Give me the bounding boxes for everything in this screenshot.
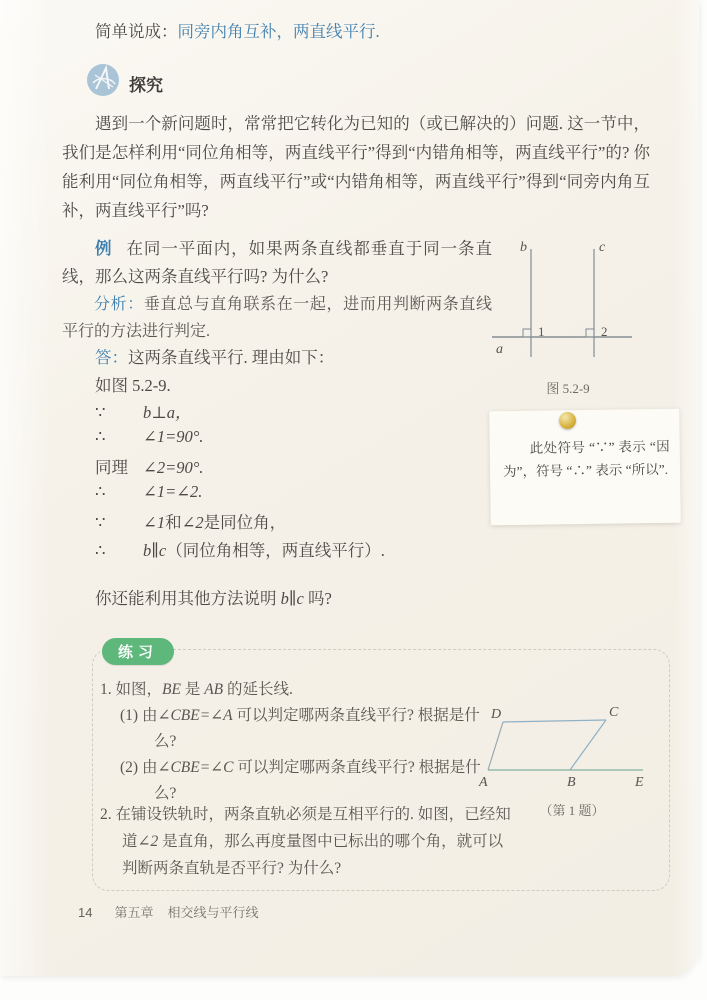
explore-paragraph: 遇到一个新问题时，常常把它转化为已知的（或已解决的）问题. 这一节中，我们是怎样利用“同位角相等，两直线平行”得到“内错角相等，两直线平行”的? 你能利用“同位角相等，两直线平行”或“内错角相等，两直线平行”得到“同旁内角互补，两直线平行”吗? — [62, 114, 650, 220]
p2-text: 是直角，那么再度量图中已标出的哪个角，就可以判断两条直轨是否平行? 为什么? — [122, 833, 504, 877]
intro-highlight: 同旁内角互补，两直线平行. — [177, 22, 380, 41]
proof-math: ∠1 — [143, 513, 166, 532]
example-question: 在同一平面内，如果两条直线都垂直于同一条直线，那么这两条直线平行吗? 为什么? — [62, 239, 493, 286]
line-b-label: b — [520, 240, 527, 255]
line-a-label: a — [496, 342, 503, 357]
proof-text: 是同位角， — [203, 513, 287, 532]
therefore-symbol: ∴ — [95, 426, 106, 446]
point-E-label: E — [635, 775, 644, 790]
point-B-label: B — [567, 775, 576, 790]
likewise-label: 同理 — [95, 458, 128, 477]
p1-text: 的延长线. — [223, 681, 293, 698]
practice-badge: 练习 — [102, 638, 174, 665]
chapter-title: 相交线与平行线 — [167, 905, 259, 920]
because-symbol: ∵ — [95, 513, 106, 532]
parallelogram-diagram — [473, 696, 671, 791]
proof-line — [95, 482, 515, 510]
figure-reference: 如图 5.2-9. — [95, 376, 171, 395]
therefore-symbol: ∴ — [95, 481, 106, 501]
page-number: 14 — [78, 905, 93, 920]
example-label: 例 — [95, 239, 113, 258]
p1-text: 是 — [180, 681, 205, 698]
note-text: 此处符号 “∵” 表示 “因为”，符号 “∴” 表示 “所以”. — [502, 438, 670, 480]
proof-line — [95, 537, 515, 565]
because-symbol: ∵ — [95, 403, 106, 422]
margin-note-card — [489, 409, 681, 526]
sub1-math: ∠CBE=∠A — [157, 707, 233, 724]
proof-line — [95, 454, 515, 482]
point-C-label: C — [609, 705, 619, 720]
analysis-label: 分析： — [94, 296, 144, 313]
proof-line — [95, 399, 515, 427]
sub2-math: ∠CBE=∠C — [157, 759, 234, 776]
proof-text: （同位角相等，两直线平行）. — [166, 540, 385, 560]
analysis-paragraph — [62, 291, 492, 345]
proof-math: ∠1=90°. — [143, 426, 204, 446]
therefore-symbol: ∴ — [95, 540, 106, 560]
sub1-text: 可以判定哪两条直线平行? 根据是什么? — [154, 707, 480, 750]
figure-caption: （第 1 题） — [539, 803, 605, 818]
sub2-text: 可以判定哪两条直线平行? 根据是什么? — [154, 759, 481, 802]
practice-problem-2 — [100, 801, 518, 882]
problem-1-intro — [100, 677, 494, 703]
point-D-label: D — [491, 707, 502, 722]
angle-2-label: 2 — [601, 324, 608, 339]
proof-math: ∠2 — [181, 513, 204, 532]
sub1-text: (1) 由 — [120, 707, 158, 724]
pushpin-icon — [559, 412, 576, 429]
chapter-label: 第五章 — [114, 905, 154, 920]
proof-line — [95, 427, 515, 455]
point-A-label: A — [479, 775, 488, 790]
followup-question — [95, 585, 332, 609]
line-c-label: c — [599, 240, 606, 255]
perpendicular-lines-diagram — [468, 237, 668, 369]
p2-text: 2. 在铺设铁轨时，两条直轨必须是互相平行的. 如图，已经知道 — [100, 806, 511, 850]
page-footer — [78, 902, 259, 921]
proof-line — [95, 509, 515, 537]
figure-caption: 图 5.2-9 — [546, 381, 590, 396]
explore-section-title: 探究 — [129, 76, 163, 95]
intro-label: 简单说成： — [95, 22, 178, 41]
answer-label: 答： — [95, 348, 128, 367]
p1-math: BE — [162, 681, 181, 698]
angle-1-label: 1 — [538, 324, 545, 339]
proof-math: ∠2=90°. — [143, 458, 204, 477]
problem-1-sub-1 — [120, 703, 494, 755]
p2-math: ∠2 — [137, 833, 159, 850]
p1-text: 1. 如图， — [100, 681, 163, 698]
proof-steps — [95, 399, 515, 564]
proof-text: 和 — [165, 513, 182, 532]
question-text: 你还能利用其他方法说明 — [95, 589, 281, 608]
explore-compass-icon — [86, 63, 120, 97]
proof-math: b⊥a， — [143, 403, 192, 422]
practice-problem-1 — [100, 677, 494, 807]
question-math: b∥c — [280, 589, 304, 608]
proof-math: b∥c — [143, 540, 167, 560]
sub2-text: (2) 由 — [120, 759, 158, 776]
figure-5-2-9 — [468, 237, 668, 397]
answer-text: 这两条直线平行. 理由如下： — [128, 348, 335, 367]
analysis-text: 垂直总与直角联系在一起，进而用判断两条直线平行的方法进行判定. — [62, 296, 492, 340]
intro-line — [95, 18, 380, 42]
proof-math: ∠1=∠2. — [143, 481, 203, 501]
example-paragraph — [62, 235, 492, 291]
question-text: 吗? — [303, 589, 332, 608]
p1-math: AB — [204, 681, 224, 698]
problem-1-sub-2 — [120, 755, 494, 807]
